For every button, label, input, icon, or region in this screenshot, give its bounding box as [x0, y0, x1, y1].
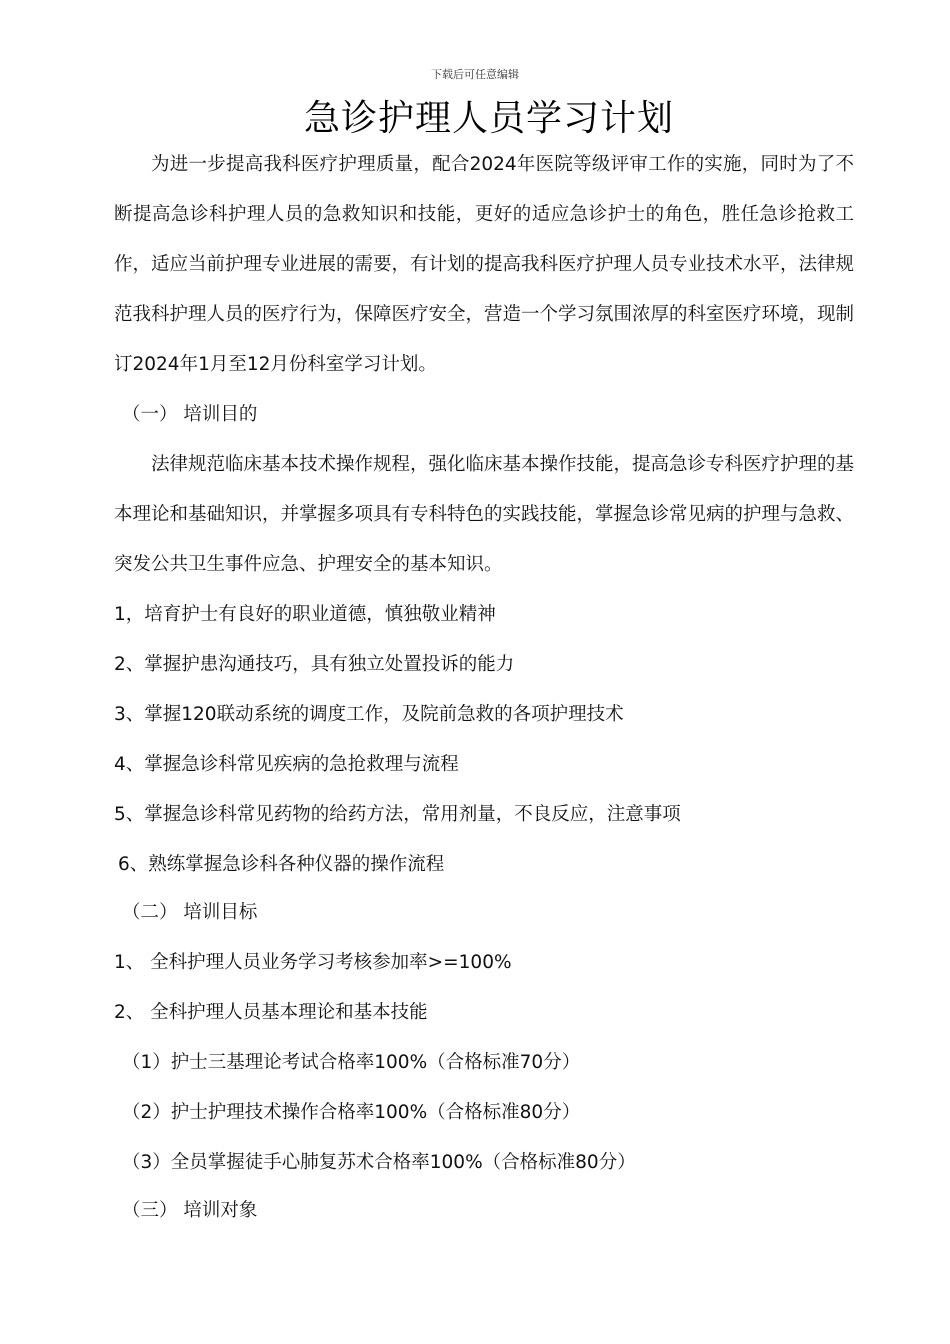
list-item: 6、熟练掌握急诊科各种仪器的操作流程	[118, 854, 445, 875]
intro-paragraph: 为进一步提高我科医疗护理质量，配合2024年医院等级评审工作的实施，同时为了不断提高急诊科护理人员的急救知识和技能，更好的适应急诊护士的角色，胜任急诊抢救工作，适应当前护理专业进展的需要，有计划的提高我科医疗护理人员专业技术水平，法律规范我科护理人员的医疗行为，保障医疗安全，营造一个学习氛围浓厚的科室医疗环境，现制订2024年1月至12月份科室学习计划。	[114, 154, 855, 375]
list-item: 5、掌握急诊科常见药物的给药方法，常用剂量，不良反应，注意事项	[114, 804, 681, 825]
section-training-goals	[114, 888, 854, 1188]
purpose-paragraph: 法律规范临床基本技术操作规程，强化临床基本操作技能，提高急诊专科医疗护理的基本理论和基础知识，并掌握多项具有专科特色的实践技能，掌握急诊常见病的护理与急救、突发公共卫生事件应急、护理安全的基本知识。	[114, 454, 855, 575]
sub-list-item: （3）全员掌握徒手心肺复苏术合格率100%（合格标准80分）	[122, 1152, 636, 1173]
list-item: 1，培育护士有良好的职业道德，慎独敬业精神	[114, 604, 496, 625]
document-title: 急诊护理人员学习计划	[303, 98, 674, 139]
section-heading: （一） 培训目的	[122, 404, 258, 425]
list-item: 4、掌握急诊科常见疾病的急抢救理与流程	[114, 754, 459, 775]
header-note: 下载后可任意编辑	[431, 68, 519, 81]
list-item: 1、 全科护理人员业务学习考核参加率>=100%	[114, 952, 512, 973]
list-item: 3、掌握120联动系统的调度工作，及院前急救的各项护理技术	[114, 704, 624, 725]
sub-list-item: （1）护士三基理论考试合格率100%（合格标准70分）	[122, 1052, 581, 1073]
section-heading: （二） 培训目标	[122, 902, 258, 923]
section-training-audience	[114, 1186, 854, 1236]
section-training-purpose	[114, 390, 854, 890]
list-item: 2、掌握护患沟通技巧，具有独立处置投诉的能力	[114, 654, 515, 675]
sub-list-item: （2）护士护理技术操作合格率100%（合格标准80分）	[122, 1102, 581, 1123]
intro-block	[114, 140, 854, 390]
list-item: 2、 全科护理人员基本理论和基本技能	[114, 1002, 428, 1023]
section-heading: （三） 培训对象	[122, 1200, 258, 1221]
